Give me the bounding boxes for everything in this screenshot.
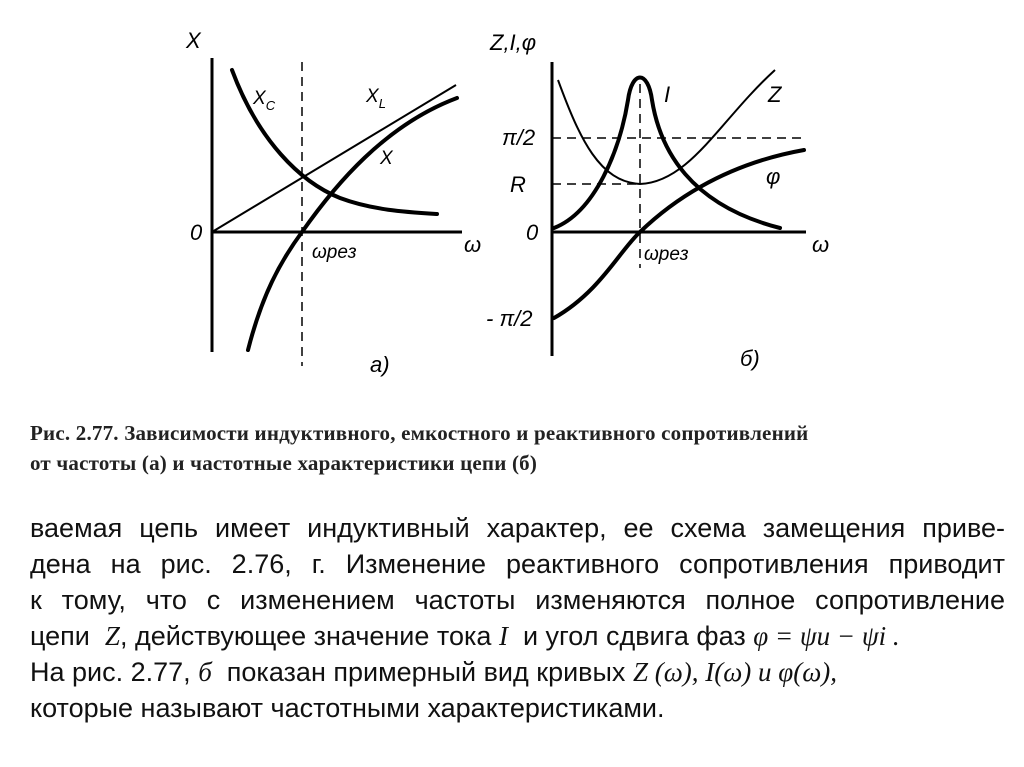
xc-label: $X_C$ [253,88,276,113]
xl-label: $X_L$ [366,86,386,111]
body-paragraph [30,510,1005,726]
figure-caption [30,418,1000,478]
panel-b [486,30,829,371]
pi-half-tick-label: π/2 [502,125,536,150]
curve-functions: Z (ω), I(ω) и φ(ω), [632,657,838,687]
body-line-4-end: и угол сдвига фаз [522,621,746,651]
z-label: Z [768,82,782,107]
panel-b-y-axis-label: Z,I,φ [490,30,537,55]
panel-a-label: а) [370,352,390,377]
x-curve [248,98,457,350]
phi-label: φ [766,164,781,189]
figure-reference: б [198,657,212,687]
panel-a-resonance-label: ωрез [312,242,357,263]
x-label: X [380,148,393,169]
caption-line-2: от частоты (а) и частотные характеристики цепи (б) [30,451,538,475]
phase-formula: φ = ψu − ψi . [753,621,900,651]
body-line-4-middle: , действующее значение тока [119,621,492,651]
panel-b-origin-label: 0 [526,220,539,245]
neg-pi-half-tick-label: - π/2 [486,306,533,331]
panel-b-x-axis-label: ω [812,232,830,257]
i-symbol: I [498,621,508,651]
body-line-5-start: На рис. 2.77, [30,657,191,687]
body-line-6: которые называют частотными характеристиками. [30,693,665,723]
panel-b-resonance-label: ωрез [644,244,689,265]
caption-line-1: Рис. 2.77. Зависимости индуктивного, емкостного и реактивного сопротивлений [30,421,809,445]
panel-b-label: б) [740,346,760,371]
i-label: I [664,82,671,107]
panel-a-x-axis-label: ω [464,232,482,257]
panel-a-origin-label: 0 [190,220,203,245]
panel-a-y-axis-label: X [186,28,201,53]
body-line-2: дена на рис. 2.76, г. Изменение реактивного сопротивления приводит [30,549,1005,579]
body-line-3: к тому, что с изменением частоты изменяются полное сопротивление [30,585,1005,615]
body-line-5 [30,654,1005,690]
r-tick-label: R [510,172,526,197]
z-symbol: Z [104,621,120,651]
body-line-5-middle: показан примерный вид кривых [226,657,626,687]
panel-a [185,28,481,377]
body-line-4-start: цепи [30,621,90,651]
body-line-1: ваемая цепь имеет индуктивный характер, ее схема замещения приве- [30,513,1005,543]
body-line-4 [30,618,1005,654]
